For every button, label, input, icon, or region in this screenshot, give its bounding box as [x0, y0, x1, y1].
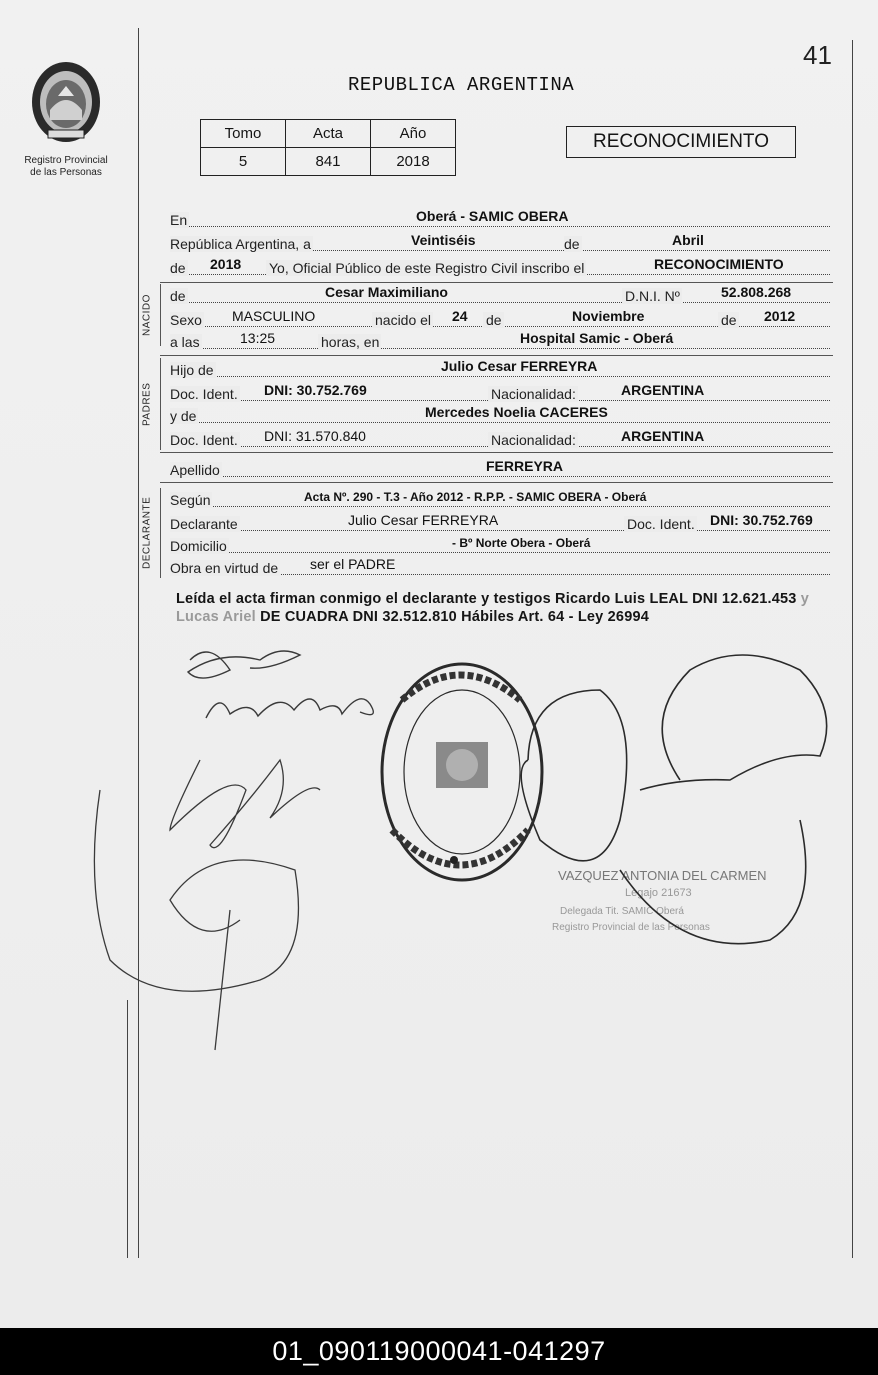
- official-legajo: Legajo 21673: [625, 887, 692, 899]
- signatures-and-stamps: [80, 630, 850, 1070]
- value-mother-doc: DNI: 31.570.840: [264, 428, 366, 444]
- table-header: Acta: [286, 120, 371, 148]
- row-apellido: [170, 458, 830, 480]
- closing-paragraph: [176, 590, 824, 626]
- row-father-doc: [170, 382, 830, 404]
- section-divider: [160, 355, 833, 356]
- label-nacionalidad: Nacionalidad:: [488, 386, 578, 402]
- table-cell: 2018: [371, 148, 456, 176]
- row-en: [170, 208, 830, 230]
- section-bar: [160, 284, 161, 346]
- closing-text-faded: y Lucas Ariel: [176, 591, 809, 625]
- label-de: de: [483, 312, 504, 328]
- label-domicilio: Domicilio: [170, 538, 227, 554]
- value-sexo: MASCULINO: [232, 308, 316, 324]
- label-nacido-el: nacido el: [372, 312, 433, 328]
- value-birth-day: 24: [452, 308, 468, 324]
- value-domicilio: - Bº Norte Obera - Oberá: [452, 536, 591, 550]
- row-sexo: [170, 308, 830, 330]
- section-bar: [160, 488, 161, 578]
- table-header: Año: [371, 120, 456, 148]
- registro-provincial-seal-icon: [382, 664, 542, 880]
- value-father-nationality: ARGENTINA: [621, 382, 705, 398]
- table-cell: 841: [286, 148, 371, 176]
- side-label-declarante: DECLARANTE: [141, 496, 153, 570]
- value-declarante-doc: DNI: 30.752.769: [710, 512, 813, 528]
- label-doc: Doc. Ident.: [170, 432, 238, 448]
- value-mother-nationality: ARGENTINA: [621, 428, 705, 444]
- label-doc: Doc. Ident.: [170, 386, 238, 402]
- value-year: 2018: [210, 256, 242, 272]
- label-obra: Obra en virtud de: [170, 560, 279, 576]
- right-margin-line: [852, 40, 853, 1258]
- section-bar: [160, 358, 161, 450]
- label-de: de: [718, 312, 739, 328]
- value-inscribed: RECONOCIMIENTO: [654, 256, 784, 272]
- row-mother-doc: [170, 428, 830, 450]
- label-doc: Doc. Ident.: [624, 516, 697, 532]
- label-en: En: [170, 212, 188, 228]
- signature-top-icon: [188, 651, 373, 718]
- row-year: [170, 256, 830, 278]
- value-month: Abril: [672, 232, 704, 248]
- signature-left-icon: [94, 760, 320, 1050]
- signature-official-icon: [521, 655, 826, 944]
- caption-line: de las Personas: [30, 167, 102, 178]
- label-y-de: y de: [170, 408, 197, 424]
- table-header: Tomo: [201, 120, 286, 148]
- value-apellido: FERREYRA: [486, 458, 564, 474]
- label-horas: horas, en: [318, 334, 381, 350]
- document-title: REPUBLICA ARGENTINA: [348, 74, 575, 96]
- label-a-las: a las: [170, 334, 200, 350]
- closing-text-1: Leída el acta firman conmigo el declarante y testigos Ricardo Luis LEAL DNI 12.621.453: [176, 591, 801, 607]
- row-name: [170, 284, 830, 306]
- side-label-nacido: NACIDO: [141, 294, 153, 336]
- side-label-padres: PADRES: [141, 382, 153, 426]
- label-de: de: [564, 236, 580, 252]
- section-divider: [160, 482, 833, 483]
- label-yo: Yo, Oficial Público de este Registro Civil inscribo el: [266, 260, 586, 276]
- row-declarante: [170, 512, 830, 534]
- page-number: 41: [803, 40, 832, 70]
- row-segun: [170, 488, 830, 510]
- table-cell: 5: [201, 148, 286, 176]
- official-stamp-icon: [552, 868, 767, 933]
- label-de: de: [170, 260, 186, 276]
- value-birth-month: Noviembre: [572, 308, 645, 324]
- record-type-box: RECONOCIMIENTO: [566, 126, 796, 158]
- row-obra: [170, 556, 830, 578]
- closing-text-2: DE CUADRA DNI 32.512.810 Hábiles Art. 64 - Ley 26994: [255, 609, 649, 625]
- label-hijo: Hijo de: [170, 362, 214, 378]
- value-dni: 52.808.268: [721, 284, 792, 300]
- caption-line: Registro Provincial: [24, 155, 108, 166]
- value-segun: Acta Nº. 290 - T.3 - Año 2012 - R.P.P. - SAMIC OBERA - Oberá: [304, 490, 647, 504]
- value-birth-place: Hospital Samic - Oberá: [520, 330, 674, 346]
- label-segun: Según: [170, 492, 211, 508]
- official-registry: Registro Provincial de las Personas: [552, 922, 710, 933]
- row-time: [170, 330, 830, 352]
- official-role: Delegada Tit. SAMIC Oberá: [560, 906, 684, 917]
- value-time: 13:25: [240, 330, 276, 346]
- section-divider: [160, 452, 833, 453]
- value-father-doc: DNI: 30.752.769: [264, 382, 367, 398]
- label-dni: D.N.I. Nº: [622, 288, 682, 304]
- value-birth-year: 2012: [764, 308, 796, 324]
- row-hijo: [170, 358, 830, 380]
- label-de: de: [170, 288, 186, 304]
- value-declarante: Julio Cesar FERREYRA: [348, 512, 499, 528]
- registro-provincial-caption: [14, 155, 118, 179]
- label-sexo: Sexo: [170, 312, 202, 328]
- section-divider: [160, 282, 833, 283]
- value-obra: ser el PADRE: [310, 556, 396, 572]
- value-father: Julio Cesar FERREYRA: [441, 358, 598, 374]
- row-republica: [170, 232, 830, 254]
- row-mother: [170, 404, 830, 426]
- tomo-acta-ano-table: [200, 119, 456, 176]
- document-code-bar: 01_090119000041-041297: [0, 1328, 878, 1375]
- label-nacionalidad: Nacionalidad:: [488, 432, 578, 448]
- value-place: Oberá - SAMIC OBERA: [416, 208, 569, 224]
- provincia-misiones-crest-icon: [28, 60, 104, 150]
- official-name: VAZQUEZ ANTONIA DEL CARMEN: [558, 868, 767, 883]
- label-declarante: Declarante: [170, 516, 238, 532]
- value-day: Veintiséis: [411, 232, 476, 248]
- label-apellido: Apellido: [170, 462, 220, 478]
- label-republica: República Argentina, a: [170, 236, 311, 252]
- value-child-name: Cesar Maximiliano: [325, 284, 448, 300]
- row-domicilio: [170, 534, 830, 556]
- value-mother: Mercedes Noelia CACERES: [425, 404, 608, 420]
